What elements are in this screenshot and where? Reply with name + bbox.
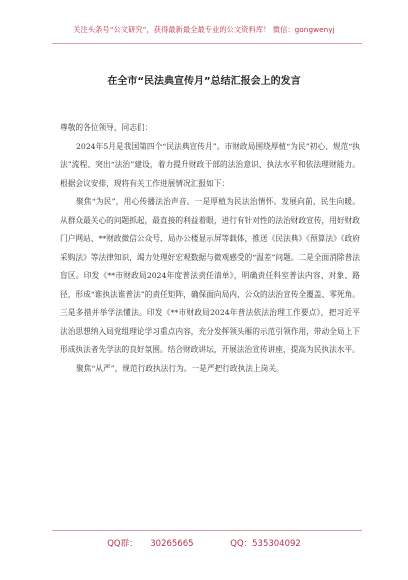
footer xyxy=(0,537,408,549)
footer-divider xyxy=(52,530,362,531)
paragraph: 聚焦“从严”，规范行政执法行为。一是严把行政执法上岗关。 xyxy=(76,363,284,373)
paragraph: 2024年5月是我国第四个“民法典宣传月”。市财政局围绕厚植“为民”初心、规范“执法”流程、突出“法治”建设，着力提升财政干部的法治意识、执法水平和依法理财能力。根据会议安排，现将有关工作进展情况汇报如下： xyxy=(60,141,360,188)
footer-qq: QQ：535304092 xyxy=(230,539,301,549)
footer-qq-group: QQ群： 30265665 xyxy=(107,539,194,549)
paragraph: 聚焦“为民”，用心传播法治声音。一是厚植为民法治情怀。发展向前，民生向暖。从群众最关心的问题抓起，最直接的利益着眼，进行有针对性的法治财政宣传，用好财政门户网站、**财政微信公众号、局办公楼显示屏等载体，推送《民法典》《预算法》《政府采购法》等法律知识，竭力处理好宏观数据与微观感受的“温差”问题。二是全面消除普法盲区。印发《**市财政局2024年度普法责任清单》，明确责任科室普法内容、对象、路径，形成“谁执法谁普法”的责任矩阵，确保面向局内、公众的法治宣传全覆盖、零死角。三是多措并举学法懂法。印发《**市财政局2024年普法依法治理工作要点》，把习近平法治思想纳入局党组理论学习重点内容，充分发挥领头雁的示范引领作用，带动全局上下形成执法者先学法的良好氛围。结合财政讲坛，开展法治宣传讲座，提高为民执法水平。 xyxy=(60,197,360,354)
document-title: 在全市“民法典宣传月”总结汇报会上的发言 xyxy=(107,76,301,87)
header-divider xyxy=(52,43,362,44)
document-body xyxy=(60,119,360,378)
header-banner: 关注头条号“公文研究”，获得最新最全最专业的公文资料库！ 微信：gongwenyj xyxy=(73,25,335,34)
greeting: 尊敬的各位领导，同志们： xyxy=(60,123,153,132)
